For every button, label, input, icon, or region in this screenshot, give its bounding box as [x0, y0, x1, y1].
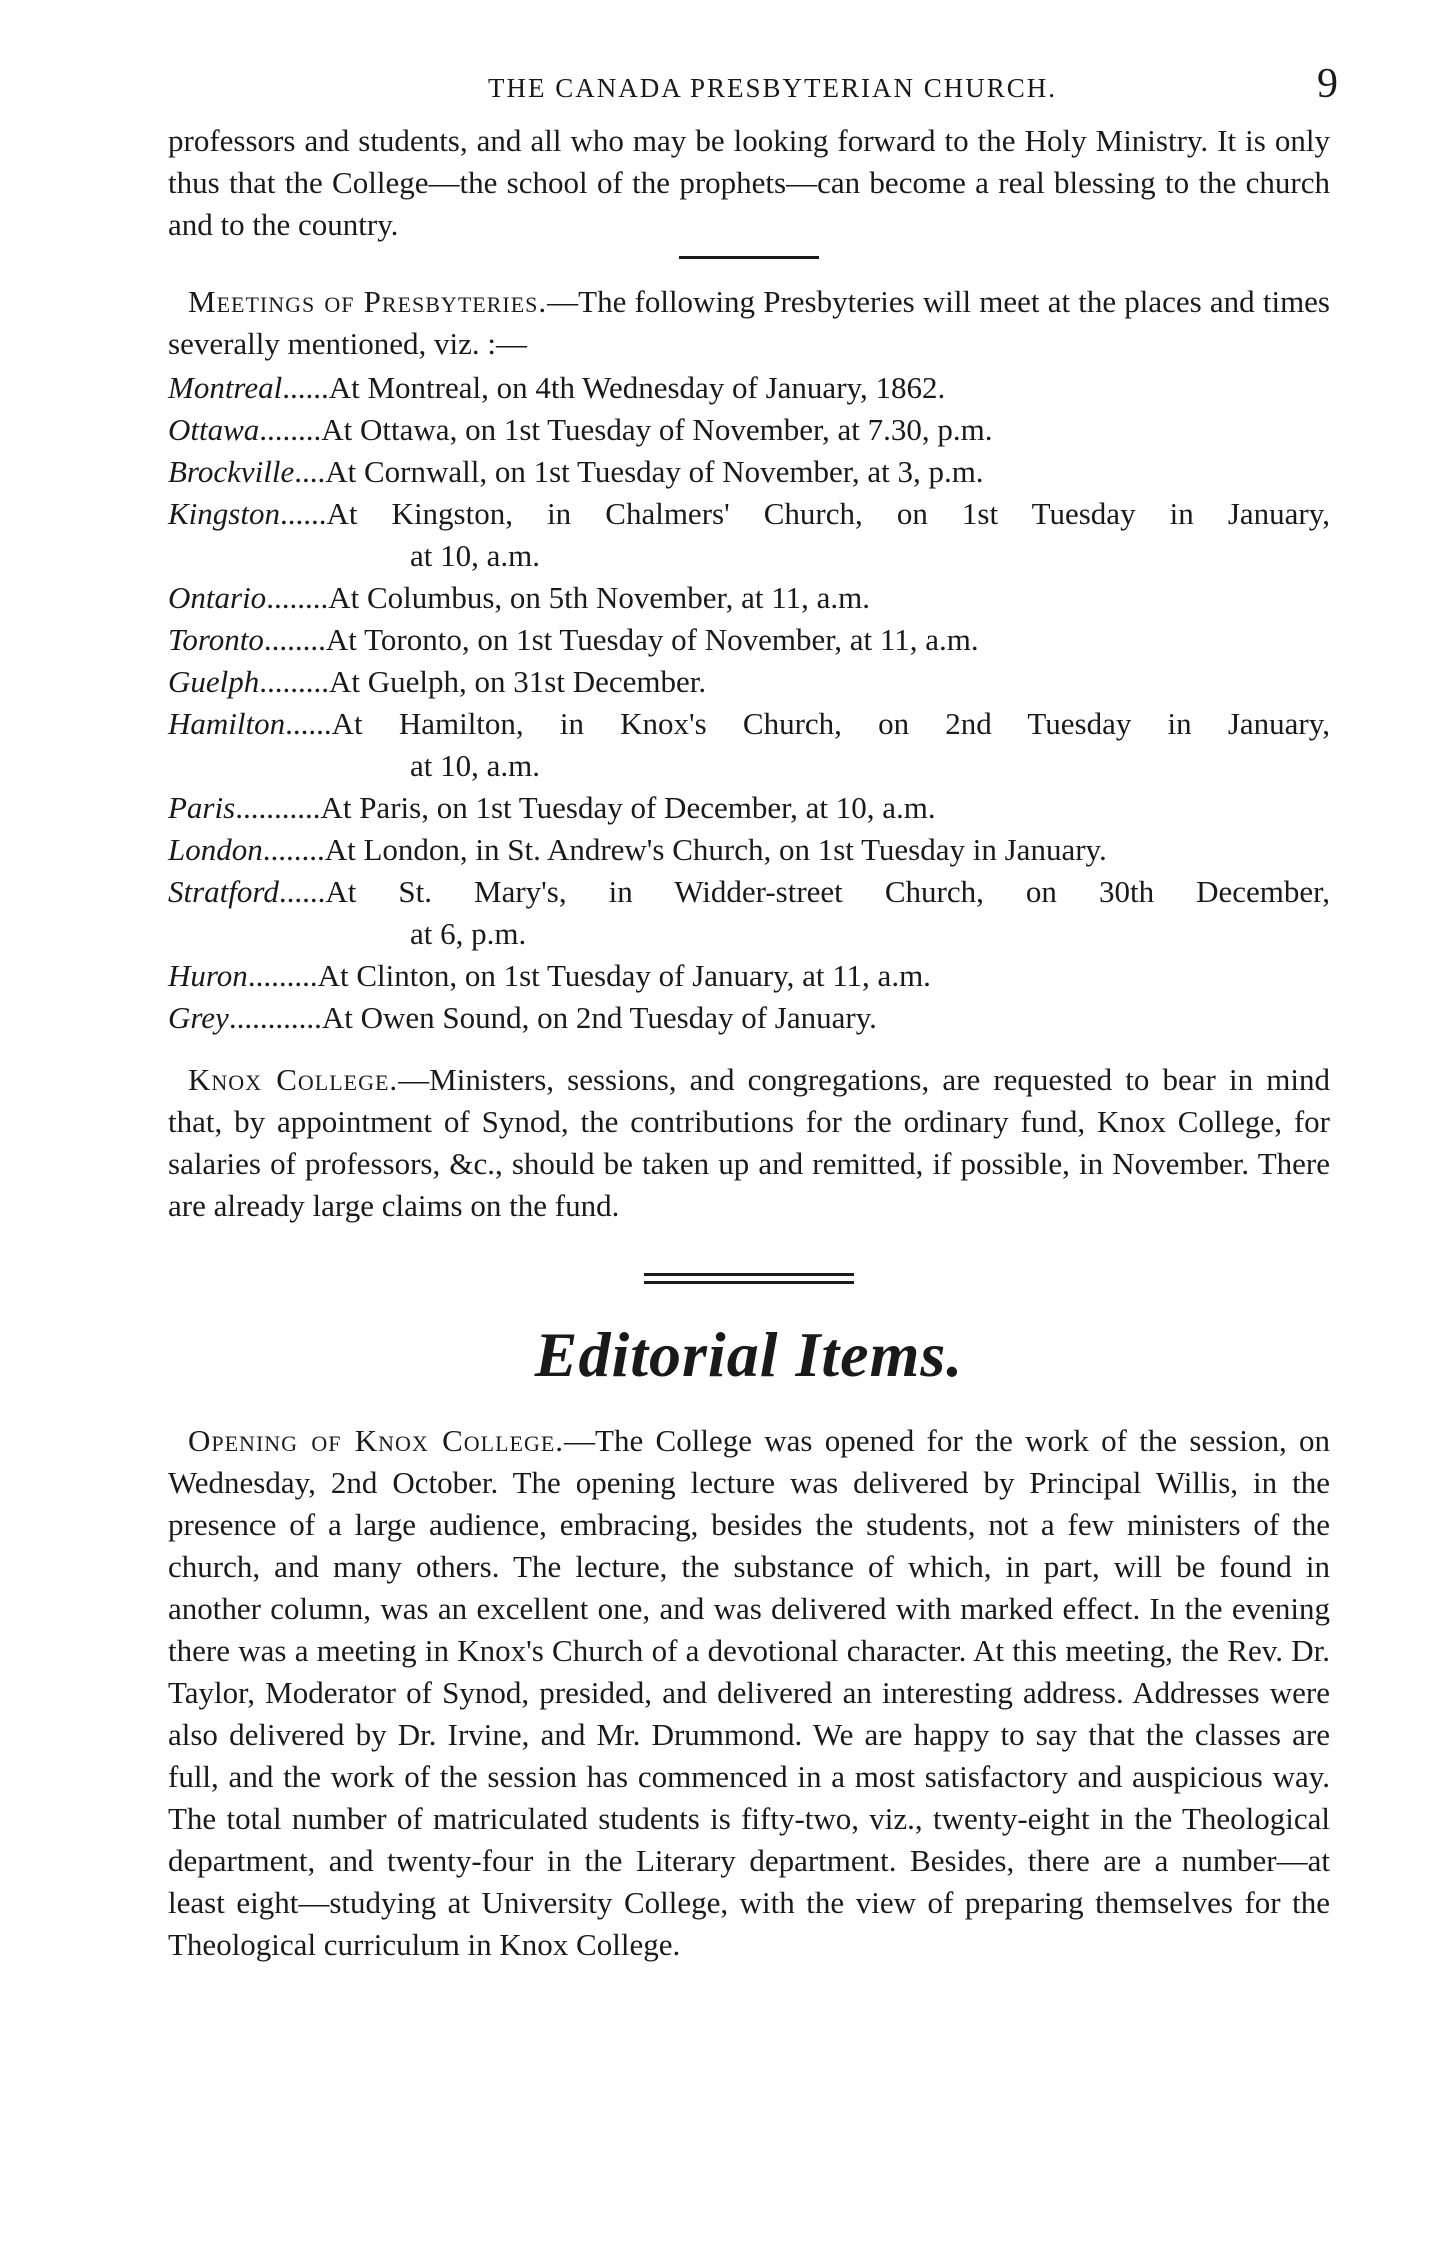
presbytery-name: Ontario — [168, 580, 267, 615]
presbytery-name: Montreal — [168, 370, 283, 405]
rule-line — [644, 1273, 854, 1276]
meetings-lead: Meetings of Presbyteries. — [188, 284, 548, 319]
opening-lead: Opening of Knox College. — [188, 1423, 565, 1458]
schedule-row — [168, 871, 1330, 913]
dot-leader: ...... — [278, 874, 326, 909]
schedule-row — [168, 955, 1330, 997]
schedule-row — [168, 367, 1330, 409]
page-number: 9 — [1317, 61, 1338, 107]
presbytery-name: Kingston — [168, 496, 280, 531]
dot-leader: .... — [294, 454, 326, 489]
meeting-detail: At Hamilton, in Knox's Church, on 2nd Tuesday in January, — [331, 706, 1330, 741]
schedule-row — [168, 829, 1330, 871]
presbytery-name: Paris — [168, 790, 236, 825]
meetings-text: —The following Presbyteries will meet at the places and times severally mentioned, viz. :— — [168, 284, 1331, 361]
schedule-row — [168, 493, 1330, 535]
intro-paragraph: professors and students, and all who may be looking forward to the Holy Ministry. It is only thus that the College—the school of the prophets—can become a real blessing to the church and to the country. — [168, 123, 1330, 242]
double-rule-divider — [644, 1273, 854, 1284]
running-header — [168, 60, 1338, 120]
section-divider — [679, 256, 819, 259]
meeting-detail: At London, in St. Andrew's Church, on 1st Tuesday in January. — [324, 832, 1107, 867]
dot-leader: ...... — [285, 706, 332, 741]
opening-text: —The College was opened for the work of the session, on Wednesday, 2nd October. The opening lecture was delivered by Principal Willis, in the presence of a large audience, embracing, besides the students, not a few ministers of the church, and many others. The lecture, the substance of which, in part, will be found in another column, was an excellent one, and was delivered with marked effect. In the evening there was a meeting in Knox's Church of a devotional character. At this meeting, the Rev. Dr. Taylor, Moderator of Synod, presided, and delivered an interesting address. Addresses were also delivered by Dr. Irvine, and Mr. Drummond. We are happy to say that the classes are full, and the work of the session has commenced in a most satisfactory and auspicious way. The total number of matriculated students is fifty-two, viz., twenty-eight in the Theological department, and twenty-four in the Literary department. Besides, there are a number—at least eight—studying at University College, with the view of preparing themselves for the Theological curriculum in Knox College. — [168, 1423, 1330, 1962]
dot-leader: ......... — [259, 664, 330, 699]
dot-leader: ......... — [247, 958, 318, 993]
meeting-detail-continuation: at 6, p.m. — [410, 916, 527, 951]
presbytery-name: Guelph — [168, 664, 260, 699]
presbytery-schedule — [168, 367, 1330, 1039]
presbytery-name: Hamilton — [168, 706, 286, 741]
presbytery-name: Huron — [168, 958, 248, 993]
schedule-row — [168, 703, 1330, 745]
opening-paragraph — [168, 1420, 1330, 1966]
dot-leader: ........... — [235, 790, 321, 825]
meetings-paragraph — [168, 281, 1330, 365]
presbytery-name: Grey — [168, 1000, 229, 1035]
schedule-row — [168, 409, 1330, 451]
book-page — [168, 60, 1338, 1966]
dot-leader: ............ — [228, 1000, 322, 1035]
schedule-row — [168, 619, 1330, 661]
meeting-detail-continuation: at 10, a.m. — [410, 748, 540, 783]
meeting-detail: At Cornwall, on 1st Tuesday of November, at 3, p.m. — [325, 454, 984, 489]
meeting-detail: At Guelph, on 31st December. — [329, 664, 707, 699]
schedule-row — [168, 451, 1330, 493]
meeting-detail: At Montreal, on 4th Wednesday of January, 1862. — [328, 370, 946, 405]
dot-leader: ........ — [266, 580, 329, 615]
presbytery-name: London — [168, 832, 263, 867]
schedule-row — [168, 997, 1330, 1039]
knox-college-text: —Ministers, sessions, and congregations, are requested to bear in mind that, by appointment of Synod, the contributions for the ordinary fund, Knox College, for salaries of professors, &c., should be taken up and remitted, if possible, in November. There are already large claims on the fund. — [168, 1062, 1330, 1223]
running-title: THE CANADA PRESBYTERIAN CHURCH. — [487, 73, 1058, 103]
spacer — [168, 1039, 1330, 1059]
meeting-detail: At Columbus, on 5th November, at 11, a.m. — [328, 580, 870, 615]
schedule-row — [168, 787, 1330, 829]
section-heading: Editorial Items. — [534, 1319, 964, 1390]
meeting-detail: At Ottawa, on 1st Tuesday of November, at 7.30, p.m. — [321, 412, 993, 447]
meeting-detail: At Toronto, on 1st Tuesday of November, at 11, a.m. — [325, 622, 979, 657]
dot-leader: ...... — [279, 496, 327, 531]
schedule-row — [168, 577, 1330, 619]
meeting-detail: At Paris, on 1st Tuesday of December, at 10, a.m. — [320, 790, 936, 825]
knox-college-paragraph — [168, 1059, 1330, 1227]
presbytery-name: Brockville — [168, 454, 295, 489]
presbytery-name: Stratford — [168, 874, 279, 909]
meeting-detail: At St. Mary's, in Widder-street Church, on 30th December, — [325, 874, 1330, 909]
presbytery-name: Toronto — [168, 622, 264, 657]
schedule-row — [168, 661, 1330, 703]
meeting-detail-continuation: at 10, a.m. — [410, 538, 540, 573]
meeting-detail: At Clinton, on 1st Tuesday of January, at 11, a.m. — [317, 958, 931, 993]
rule-line — [644, 1281, 854, 1284]
dot-leader: ........ — [259, 412, 322, 447]
meeting-detail: At Kingston, in Chalmers' Church, on 1st Tuesday in January, — [326, 496, 1330, 531]
meeting-detail: At Owen Sound, on 2nd Tuesday of January. — [321, 1000, 877, 1035]
knox-college-lead: Knox College. — [188, 1062, 399, 1097]
dot-leader: ........ — [262, 832, 325, 867]
presbytery-name: Ottawa — [168, 412, 260, 447]
dot-leader: ........ — [263, 622, 326, 657]
dot-leader: ...... — [282, 370, 329, 405]
